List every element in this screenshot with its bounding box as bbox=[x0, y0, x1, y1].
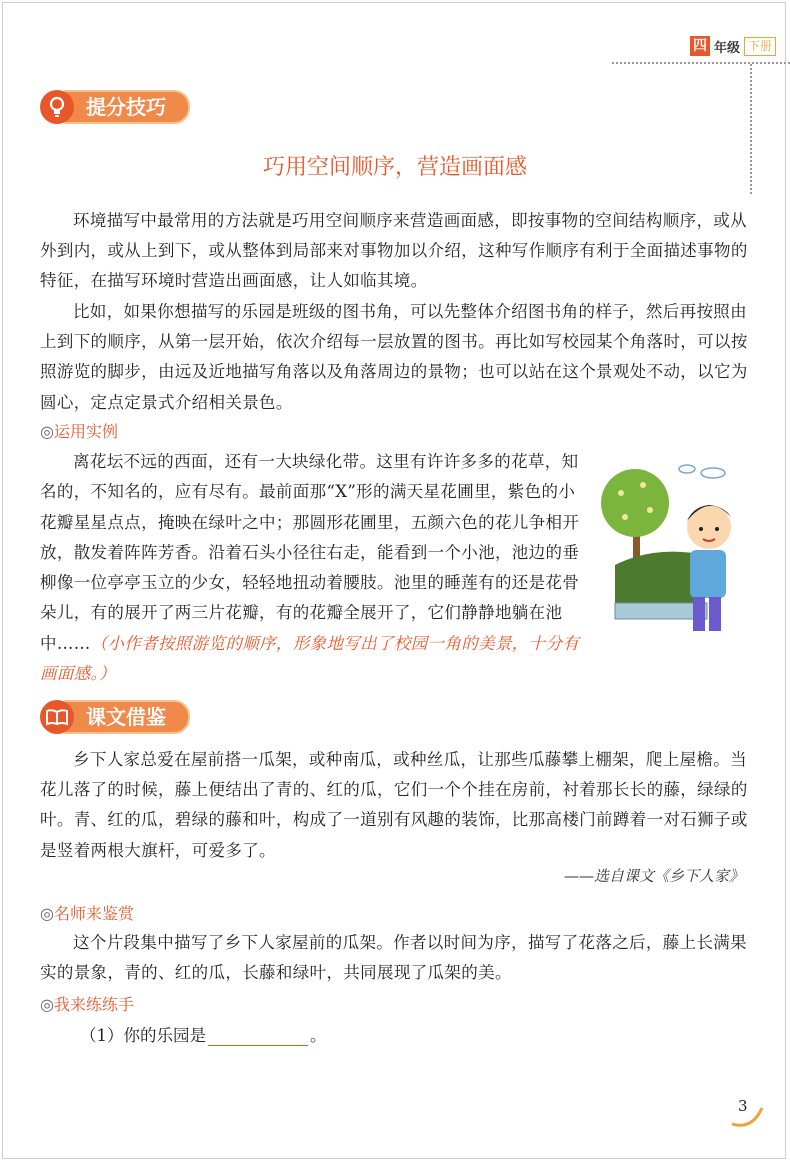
example-paragraph bbox=[40, 447, 580, 689]
section-label: 课文借鉴 bbox=[64, 700, 190, 734]
page-title: 巧用空间顺序，营造画面感 bbox=[262, 155, 527, 180]
subheading-label: 名师来鉴赏 bbox=[53, 904, 134, 923]
subheading-label: 我来练练手 bbox=[53, 995, 134, 1014]
page-corner-curve bbox=[730, 1104, 766, 1130]
appreciation-paragraph: 这个片段集中描写了乡下人家屋前的瓜架。作者以时间为序，描写了花落之后，藤上长满果实的景象，青的、红的瓜，长藤和绿叶，共同展现了瓜架的美。 bbox=[40, 933, 747, 983]
subheading-appreciation bbox=[40, 901, 134, 924]
grade-header bbox=[690, 36, 776, 56]
header-divider bbox=[612, 62, 790, 64]
textbook-passage: 乡下人家总爱在屋前搭一瓜架，或种南瓜，或种丝瓜，让那些瓜藤攀上棚架，爬上屋檐。当花儿落了的时候，藤上便结出了青的、红的瓜，它们一个个挂在房前，衬着那长长的藤，绿绿的叶。青、红的瓜，碧绿的藤和叶，构成了一道别有风趣的装饰，比那高楼门前蹲着一对石狮子或是竖着两根大旗杆，可爱多了。 bbox=[40, 750, 748, 860]
subheading-example bbox=[40, 419, 118, 442]
exercise-suffix: 。 bbox=[310, 1026, 327, 1045]
intro-paragraph-2: 比如，如果你想描写的乐园是班级的图书角，可以先整体介绍图书角的样子，然后再按照由上到下的顺序，从第一层开始，依次介绍每一层放置的图书。再比如写校园某个角落时，可以按照游览的脚步，由远及近地描写角落以及角落周边的景物；也可以站在这个景观处不动，以它为圆心，定点定景式介绍相关景色。 bbox=[40, 302, 748, 412]
example-text: 离花坛不远的西面，还有一大块绿化带。这里有许许多多的花草，知名的，不知名的，应有尽有。最前面那“X”形的满天星花圃里，紫色的小花瓣星星点点，掩映在绿叶之中；那圆形花圃里，五颜六色的花儿争相开放，散发着阵阵芳香。沿着石头小径往右走，能看到一个小池，池边的垂柳像一位亭亭玉立的少女，轻轻地扭动着腰肢。池里的睡莲有的还是花骨朵儿，有的展开了两三片花瓣，有的花瓣全展开了，它们静静地躺在池中…… bbox=[40, 452, 580, 653]
grade-label: 年级 bbox=[714, 40, 741, 56]
subheading-practice bbox=[40, 992, 134, 1015]
book-icon bbox=[40, 700, 74, 734]
bullet-mark: ◎ bbox=[40, 995, 54, 1014]
passage-source: ——选自课文《乡下人家》 bbox=[563, 867, 744, 885]
term-label: 下册 bbox=[744, 37, 776, 56]
exercise-prompt: （1）你的乐园是 bbox=[80, 1026, 206, 1045]
intro-paragraph-1: 环境描写中最常用的方法就是巧用空间顺序来营造画面感，即按事物的空间结构顺序，或从外到内，或从上到下，或从整体到局部来对事物加以介绍，这种写作顺序有利于全面描述事物的特征，在描写环境时营造出画面感，让人如临其境。 bbox=[40, 211, 748, 291]
answer-blank[interactable] bbox=[208, 1029, 308, 1046]
section-badge-tips bbox=[40, 90, 190, 124]
bullet-mark: ◎ bbox=[40, 904, 54, 923]
section-label: 提分技巧 bbox=[64, 90, 190, 124]
lightbulb-icon bbox=[40, 90, 74, 124]
section-badge-textbook bbox=[40, 700, 190, 734]
page-number: 3 bbox=[738, 1097, 748, 1115]
grade-number: 四 bbox=[690, 36, 710, 56]
bullet-mark: ◎ bbox=[40, 422, 54, 441]
subheading-label: 运用实例 bbox=[53, 422, 118, 441]
example-note: （小作者按照游览的顺序，形象地写出了校园一角的美景，十分有画面感。） bbox=[40, 633, 580, 684]
boy-illustration bbox=[595, 455, 765, 635]
exercise-item-1 bbox=[80, 1022, 327, 1046]
